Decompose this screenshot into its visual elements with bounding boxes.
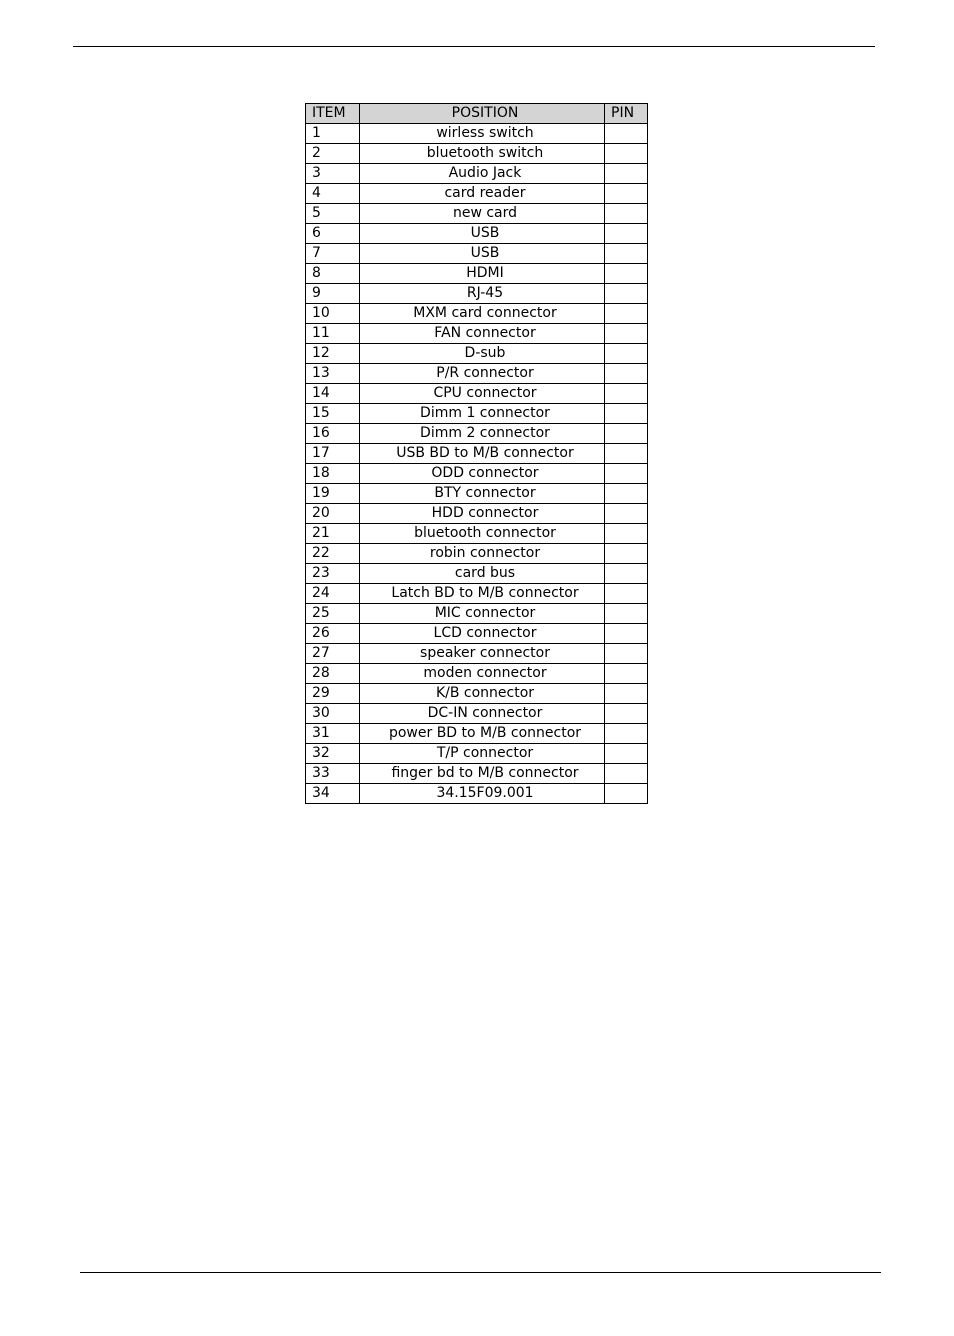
position-cell: bluetooth connector — [360, 524, 605, 544]
table-row — [306, 224, 648, 244]
position-cell: Latch BD to M/B connector — [360, 584, 605, 604]
item-cell: 34 — [306, 784, 360, 804]
item-cell: 26 — [306, 624, 360, 644]
table-row — [306, 464, 648, 484]
position-cell: wirless switch — [360, 124, 605, 144]
pin-cell — [605, 604, 648, 624]
position-cell: MXM card connector — [360, 304, 605, 324]
item-cell: 25 — [306, 604, 360, 624]
table-row — [306, 124, 648, 144]
item-cell: 28 — [306, 664, 360, 684]
table-row — [306, 164, 648, 184]
pin-cell — [605, 384, 648, 404]
table-row — [306, 624, 648, 644]
position-cell: USB BD to M/B connector — [360, 444, 605, 464]
pin-cell — [605, 184, 648, 204]
position-cell: new card — [360, 204, 605, 224]
pin-cell — [605, 424, 648, 444]
item-cell: 33 — [306, 764, 360, 784]
table-row — [306, 384, 648, 404]
position-cell: DC-IN connector — [360, 704, 605, 724]
table-row — [306, 264, 648, 284]
pin-cell — [605, 284, 648, 304]
table-row — [306, 484, 648, 504]
table-row — [306, 184, 648, 204]
item-cell: 17 — [306, 444, 360, 464]
table-row — [306, 204, 648, 224]
position-cell: robin connector — [360, 544, 605, 564]
position-cell: power BD to M/B connector — [360, 724, 605, 744]
pin-cell — [605, 784, 648, 804]
footer-rule — [80, 1272, 881, 1273]
header-rule — [73, 46, 875, 47]
pin-cell — [605, 704, 648, 724]
item-cell: 27 — [306, 644, 360, 664]
pin-cell — [605, 124, 648, 144]
table-row — [306, 604, 648, 624]
item-cell: 14 — [306, 384, 360, 404]
item-cell: 5 — [306, 204, 360, 224]
pin-cell — [605, 164, 648, 184]
position-cell: card reader — [360, 184, 605, 204]
position-cell: USB — [360, 224, 605, 244]
item-cell: 22 — [306, 544, 360, 564]
pin-cell — [605, 304, 648, 324]
position-cell: RJ-45 — [360, 284, 605, 304]
header-position: POSITION — [360, 104, 605, 124]
item-cell: 6 — [306, 224, 360, 244]
position-cell: Dimm 1 connector — [360, 404, 605, 424]
position-cell: ODD connector — [360, 464, 605, 484]
pin-cell — [605, 344, 648, 364]
pin-cell — [605, 364, 648, 384]
item-cell: 2 — [306, 144, 360, 164]
pin-cell — [605, 724, 648, 744]
item-cell: 13 — [306, 364, 360, 384]
item-cell: 23 — [306, 564, 360, 584]
position-cell: Audio Jack — [360, 164, 605, 184]
position-cell: HDMI — [360, 264, 605, 284]
pin-cell — [605, 744, 648, 764]
pin-cell — [605, 264, 648, 284]
table-row — [306, 244, 648, 264]
table-row — [306, 564, 648, 584]
table-row — [306, 544, 648, 564]
item-cell: 32 — [306, 744, 360, 764]
position-cell: P/R connector — [360, 364, 605, 384]
item-cell: 29 — [306, 684, 360, 704]
table-row — [306, 764, 648, 784]
table-row — [306, 644, 648, 664]
pin-cell — [605, 584, 648, 604]
item-cell: 10 — [306, 304, 360, 324]
pin-cell — [605, 464, 648, 484]
header-item: ITEM — [306, 104, 360, 124]
item-cell: 9 — [306, 284, 360, 304]
item-cell: 31 — [306, 724, 360, 744]
position-cell: Dimm 2 connector — [360, 424, 605, 444]
table-row — [306, 284, 648, 304]
pin-cell — [605, 564, 648, 584]
pin-cell — [605, 764, 648, 784]
pin-cell — [605, 144, 648, 164]
position-cell: FAN connector — [360, 324, 605, 344]
table-body — [306, 124, 648, 804]
pin-cell — [605, 504, 648, 524]
position-cell: speaker connector — [360, 644, 605, 664]
connector-position-table — [305, 103, 648, 804]
position-cell: HDD connector — [360, 504, 605, 524]
position-cell: T/P connector — [360, 744, 605, 764]
pin-cell — [605, 664, 648, 684]
pin-cell — [605, 524, 648, 544]
pin-cell — [605, 244, 648, 264]
table-row — [306, 144, 648, 164]
pin-cell — [605, 224, 648, 244]
item-cell: 24 — [306, 584, 360, 604]
position-cell: card bus — [360, 564, 605, 584]
item-cell: 7 — [306, 244, 360, 264]
position-cell: LCD connector — [360, 624, 605, 644]
table-row — [306, 524, 648, 544]
pin-cell — [605, 324, 648, 344]
position-cell: BTY connector — [360, 484, 605, 504]
table-row — [306, 664, 648, 684]
item-cell: 16 — [306, 424, 360, 444]
position-cell: bluetooth switch — [360, 144, 605, 164]
position-cell: 34.15F09.001 — [360, 784, 605, 804]
pin-cell — [605, 484, 648, 504]
item-cell: 20 — [306, 504, 360, 524]
table-row — [306, 784, 648, 804]
item-cell: 18 — [306, 464, 360, 484]
table-row — [306, 684, 648, 704]
header-row — [306, 104, 648, 124]
table-header — [306, 104, 648, 124]
table-row — [306, 504, 648, 524]
item-cell: 19 — [306, 484, 360, 504]
item-cell: 12 — [306, 344, 360, 364]
position-cell: K/B connector — [360, 684, 605, 704]
pin-cell — [605, 684, 648, 704]
position-cell: moden connector — [360, 664, 605, 684]
item-cell: 1 — [306, 124, 360, 144]
item-cell: 30 — [306, 704, 360, 724]
pin-cell — [605, 404, 648, 424]
item-cell: 21 — [306, 524, 360, 544]
table-row — [306, 444, 648, 464]
table-row — [306, 704, 648, 724]
pin-cell — [605, 204, 648, 224]
table-row — [306, 584, 648, 604]
table-row — [306, 404, 648, 424]
item-cell: 3 — [306, 164, 360, 184]
table-row — [306, 324, 648, 344]
item-cell: 15 — [306, 404, 360, 424]
item-cell: 11 — [306, 324, 360, 344]
pin-cell — [605, 444, 648, 464]
table-row — [306, 304, 648, 324]
position-cell: USB — [360, 244, 605, 264]
table-row — [306, 364, 648, 384]
pin-cell — [605, 624, 648, 644]
position-cell: D-sub — [360, 344, 605, 364]
position-cell: MIC connector — [360, 604, 605, 624]
pin-cell — [605, 544, 648, 564]
header-pin: PIN — [605, 104, 648, 124]
item-cell: 8 — [306, 264, 360, 284]
position-cell: CPU connector — [360, 384, 605, 404]
pin-cell — [605, 644, 648, 664]
table-row — [306, 744, 648, 764]
item-cell: 4 — [306, 184, 360, 204]
position-cell: finger bd to M/B connector — [360, 764, 605, 784]
table-row — [306, 424, 648, 444]
table-row — [306, 344, 648, 364]
table-row — [306, 724, 648, 744]
